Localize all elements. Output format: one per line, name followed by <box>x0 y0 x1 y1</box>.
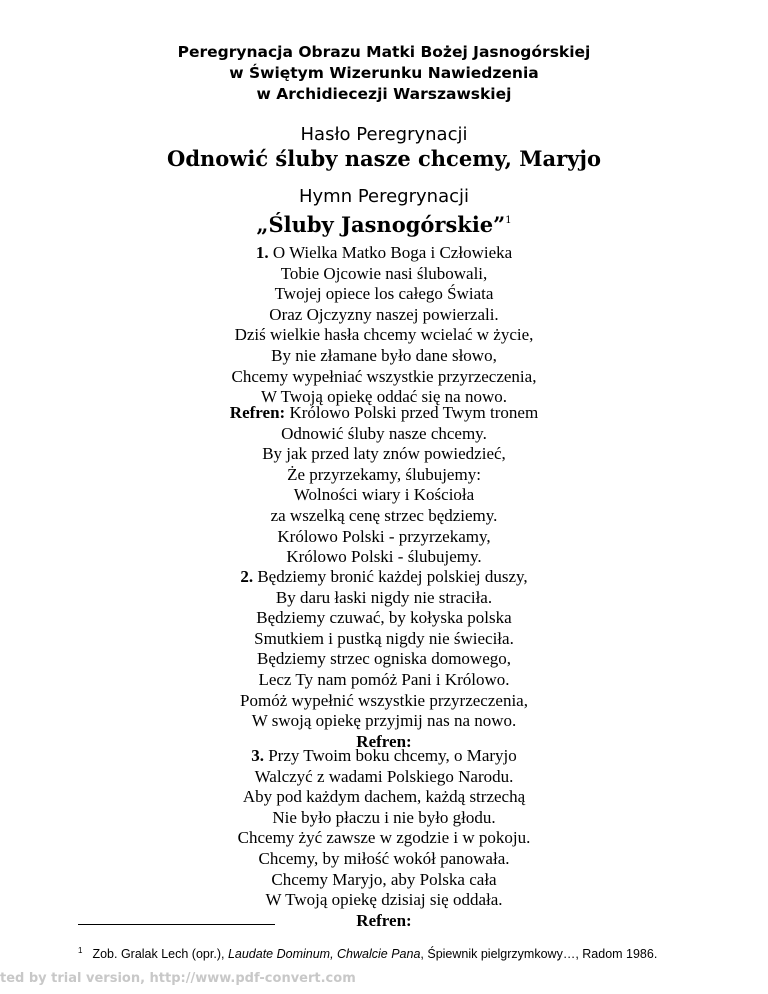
verse-line: W swoją opiekę przyjmij nas na nowo. <box>251 711 517 731</box>
footnote-number: 1 <box>78 946 83 955</box>
stanza-number: 2. <box>240 567 254 586</box>
verse-line: Lecz Ty nam pomóż Pani i Królowo. <box>258 669 510 689</box>
verse-line: Dziś wielkie hasła chcemy wcielać w życie, <box>234 325 534 345</box>
verse-line: By nie złamane było dane słowo, <box>271 345 497 365</box>
footnote: $^1$ Zob. Gralak Lech (opr.), Laudate Dominum, Chwalcie Pana, Śpiewnik pielgrzymkowy…, Radom 1986. <box>78 946 658 961</box>
stanza-2 <box>0 567 768 752</box>
verse-line: Odnowić śluby nasze chcemy. <box>281 423 487 443</box>
verse-line: Chcemy wypełniać wszystkie przyrzeczenia, <box>231 366 537 386</box>
motto-label: Hasło Peregrynacji <box>300 124 468 145</box>
verse-line: Oraz Ojczyzny naszej powierzali. <box>269 304 499 324</box>
footnote-reference[interactable]: 1 <box>505 215 512 226</box>
verse-line: Aby pod każdym dachem, każdą strzechą <box>242 787 526 807</box>
verse-line: 2. Będziemy bronić każdej polskiej duszy, <box>240 567 528 586</box>
verse-line: W Twoją opiekę dzisiaj się oddała. <box>265 890 503 910</box>
verse-line: Walczyć z wadami Polskiego Narodu. <box>254 766 514 786</box>
hymn-label: Hymn Peregrynacji <box>298 186 470 207</box>
verse-line: Twojej opiece los całego Świata <box>274 284 494 304</box>
footnote-title: Laudate Dominum, Chwalcie Pana <box>227 947 421 961</box>
refrain-marker: Refren: <box>356 731 412 751</box>
verse-line: Tobie Ojcowie nasi ślubowali, <box>280 263 488 283</box>
hymn-title <box>0 208 768 238</box>
verse-line: za wszelką cenę strzec będziemy. <box>270 505 498 525</box>
verse-line: Że przyrzekamy, ślubujemy: <box>287 464 481 484</box>
verse-line: Królowo Polski - ślubujemy. <box>286 547 482 567</box>
verse-line: Chcemy żyć zawsze w zgodzie i w pokoju. <box>237 828 531 848</box>
footnote-divider <box>78 924 275 925</box>
stanza-number: 1. <box>255 243 269 262</box>
verse-line: Wolności wiary i Kościoła <box>293 485 475 505</box>
verse-line: Będziemy czuwać, by kołyska polska <box>256 608 512 628</box>
verse-line: Królowo Polski - przyrzekamy, <box>277 526 491 546</box>
refrain-marker: Refren: <box>356 910 412 930</box>
verse-line: Nie było płaczu i nie było głodu. <box>272 807 496 827</box>
trial-watermark: ted by trial version, http://www.pdf-convert.com <box>0 971 356 986</box>
motto-text: Odnowić śluby nasze chcemy, Maryjo <box>167 146 601 171</box>
verse-line: 1. O Wielka Matko Boga i Człowieka <box>255 243 513 262</box>
header-line-1: Peregrynacja Obrazu Matki Bożej Jasnogórskiej <box>177 43 591 61</box>
stanza-3 <box>0 746 768 931</box>
verse-line: By daru łaski nigdy nie straciła. <box>275 587 493 607</box>
verse-line: By jak przed laty znów powiedzieć, <box>262 444 506 464</box>
verse-line: Pomóż wypełnić wszystkie przyrzeczenia, <box>240 690 528 710</box>
verse-line: W Twoją opiekę oddać się na nowo. <box>260 387 508 407</box>
document-header <box>0 42 768 105</box>
verse-line: Będziemy strzec ogniska domowego, <box>257 649 511 669</box>
header-line-3: w Archidiecezji Warszawskiej <box>256 85 512 103</box>
verse-line: Chcemy Maryjo, aby Polska cała <box>271 869 497 889</box>
refrain-label: Refren: <box>229 403 286 422</box>
verse-line: 3. Przy Twoim boku chcemy, o Maryjo <box>251 746 517 765</box>
hymn-title-text: „Śluby Jasnogórskie” <box>256 212 506 237</box>
header-line-2: w Świętym Wizerunku Nawiedzenia <box>229 64 539 82</box>
verse-line: Smutkiem i pustką nigdy nie świeciła. <box>254 628 514 648</box>
verse-line: Chcemy, by miłość wokół panowała. <box>258 848 510 868</box>
stanza-number: 3. <box>251 746 264 765</box>
verse-line: Refren: Królowo Polski przed Twym tronem <box>229 403 539 422</box>
refrain <box>0 403 768 568</box>
stanza-1 <box>0 243 768 408</box>
